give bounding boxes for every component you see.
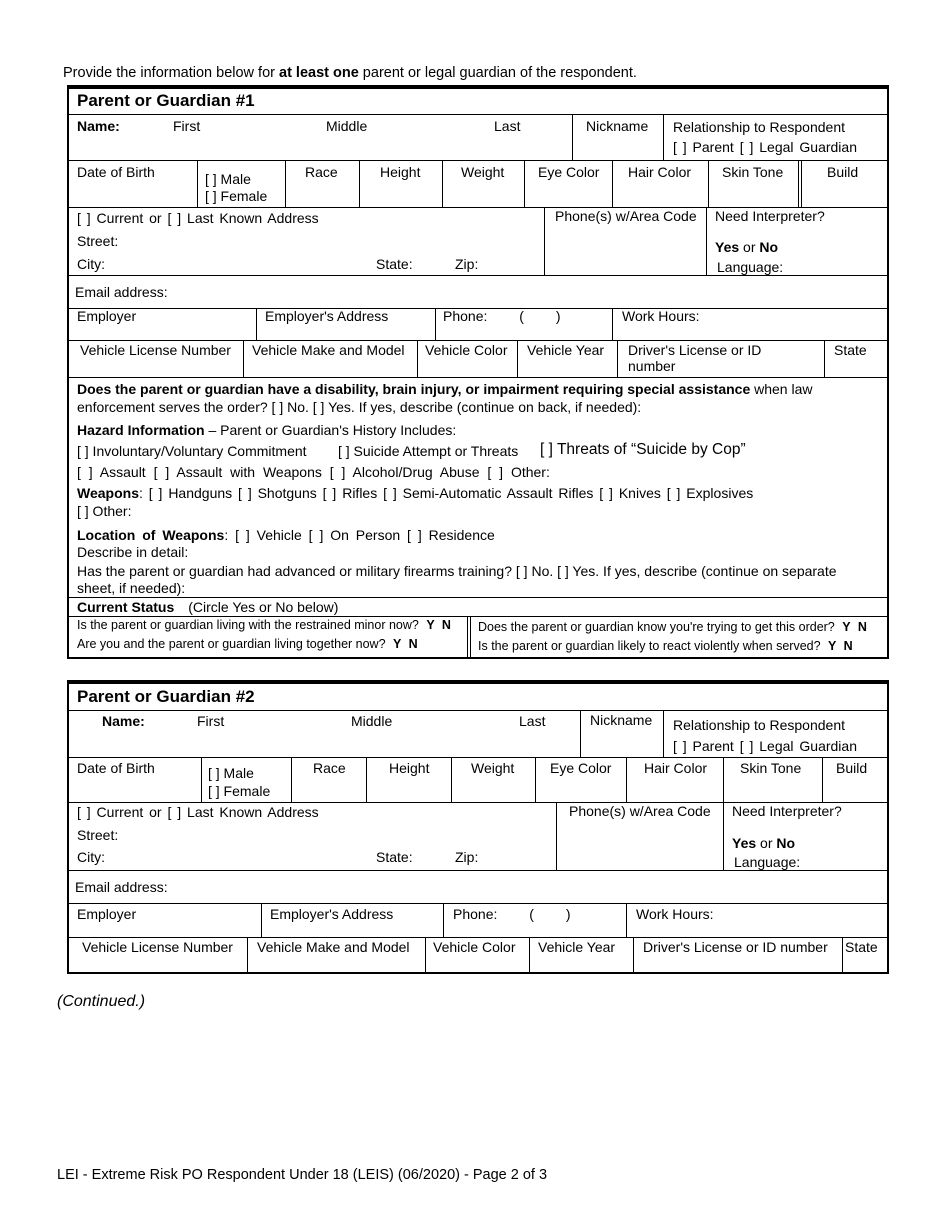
dob-field[interactable]: Date of Birth xyxy=(77,164,155,180)
current-status-heading: Current Status (Circle Yes or No below) xyxy=(77,599,339,615)
status-question-2[interactable]: Are you and the parent or guardian living together now? Y N xyxy=(77,637,418,651)
assault-options[interactable]: [ ] Assault [ ] Assault with Weapons [ ] Alcohol/Drug Abuse [ ] Other: xyxy=(77,464,550,480)
relationship-label: Relationship to Respondent xyxy=(673,119,846,135)
build-field[interactable]: Build xyxy=(827,164,859,180)
work-hours-field[interactable]: Work Hours: xyxy=(622,308,700,324)
status-question-3[interactable]: Does the parent or guardian know you're trying to get this order? Y N xyxy=(478,620,867,634)
page-footer: LEI - Extreme Risk PO Respondent Under 18 (LEIS) (06/2020) - Page 2 of 3 xyxy=(57,1167,548,1183)
vehicle-license-field[interactable]: Vehicle License Number xyxy=(80,342,231,358)
address-type-options[interactable]: [ ] Current or [ ] Last Known Address xyxy=(77,210,319,226)
relationship-options[interactable]: [ ] Parent [ ] Legal Guardian xyxy=(673,139,857,155)
street-field[interactable]: Street: xyxy=(77,233,119,249)
interpreter-yes-no[interactable]: Yes or No xyxy=(732,835,796,851)
race-field[interactable]: Race xyxy=(305,164,338,180)
eye-color-field[interactable]: Eye Color xyxy=(538,164,600,180)
commitment-checkbox[interactable]: [ ] Involuntary/Voluntary Commitment xyxy=(77,443,307,459)
interpreter-label: Need Interpreter? xyxy=(732,803,842,819)
eye-color-field[interactable]: Eye Color xyxy=(550,760,612,776)
vehicle-color-field[interactable]: Vehicle Color xyxy=(433,939,516,955)
interpreter-label: Need Interpreter? xyxy=(715,208,825,224)
employer-field[interactable]: Employer xyxy=(77,906,137,922)
last-name-field[interactable]: Last xyxy=(519,713,546,729)
dl-state-field[interactable]: State xyxy=(845,939,878,955)
suicide-by-cop-checkbox[interactable]: [ ] Threats of “Suicide by Cop” xyxy=(540,441,746,458)
weight-field[interactable]: Weight xyxy=(471,760,515,776)
middle-name-field[interactable]: Middle xyxy=(326,118,368,134)
nickname-field[interactable]: Nickname xyxy=(586,118,649,134)
vehicle-make-model-field[interactable]: Vehicle Make and Model xyxy=(252,342,405,358)
drivers-license-field[interactable]: Driver's License or ID number xyxy=(643,939,828,955)
first-name-field[interactable]: First xyxy=(173,118,201,134)
city-field[interactable]: City: xyxy=(77,256,105,272)
employer-phone-field[interactable]: Phone: ( ) xyxy=(453,906,571,922)
email-field[interactable]: Email address: xyxy=(75,284,168,300)
status-question-4[interactable]: Is the parent or guardian likely to react violently when served? Y N xyxy=(478,639,853,653)
relationship-options[interactable]: [ ] Parent [ ] Legal Guardian xyxy=(673,738,857,754)
nickname-field[interactable]: Nickname xyxy=(590,712,653,728)
suicide-attempt-checkbox[interactable]: [ ] Suicide Attempt or Threats xyxy=(338,443,519,459)
name-label: Name: xyxy=(77,118,120,134)
last-name-field[interactable]: Last xyxy=(494,118,521,134)
describe-detail-field[interactable]: Describe in detail: xyxy=(77,544,189,560)
employer-address-field[interactable]: Employer's Address xyxy=(270,906,394,922)
race-field[interactable]: Race xyxy=(313,760,346,776)
intro-text: Provide the information below for at least one parent or legal guardian of the respondent. xyxy=(63,65,637,81)
female-checkbox[interactable]: [ ] Female xyxy=(208,783,271,799)
male-checkbox[interactable]: [ ] Male xyxy=(208,765,254,781)
language-field[interactable]: Language: xyxy=(734,854,801,870)
interpreter-yes-no[interactable]: Yes or No xyxy=(715,239,779,255)
email-field[interactable]: Email address: xyxy=(75,879,168,895)
vehicle-year-field[interactable]: Vehicle Year xyxy=(527,342,605,358)
city-field[interactable]: City: xyxy=(77,849,105,865)
relationship-label: Relationship to Respondent xyxy=(673,717,846,733)
zip-field[interactable]: Zip: xyxy=(455,849,479,865)
vehicle-color-field[interactable]: Vehicle Color xyxy=(425,342,508,358)
height-field[interactable]: Height xyxy=(389,760,430,776)
middle-name-field[interactable]: Middle xyxy=(351,713,393,729)
weapons-location-options[interactable]: Location of Weapons: [ ] Vehicle [ ] On Person [ ] Residence xyxy=(77,527,495,543)
weight-field[interactable]: Weight xyxy=(461,164,505,180)
vehicle-license-field[interactable]: Vehicle License Number xyxy=(82,939,233,955)
street-field[interactable]: Street: xyxy=(77,827,119,843)
work-hours-field[interactable]: Work Hours: xyxy=(636,906,714,922)
state-field[interactable]: State: xyxy=(376,256,413,272)
vehicle-year-field[interactable]: Vehicle Year xyxy=(538,939,616,955)
status-question-1[interactable]: Is the parent or guardian living with the restrained minor now? Y N xyxy=(77,618,451,632)
employer-phone-field[interactable]: Phone: ( ) xyxy=(443,308,561,324)
dl-state-field[interactable]: State xyxy=(834,342,867,358)
male-checkbox[interactable]: [ ] Male xyxy=(205,171,251,187)
hazard-heading: Hazard Information – Parent or Guardian's History Includes: xyxy=(77,422,457,438)
dob-field[interactable]: Date of Birth xyxy=(77,760,155,776)
weapons-options[interactable]: Weapons: [ ] Handguns [ ] Shotguns [ ] Rifles [ ] Semi-Automatic Assault Rifles [ ] Knives [ ] Explosives xyxy=(77,485,754,501)
zip-field[interactable]: Zip: xyxy=(455,256,479,272)
employer-field[interactable]: Employer xyxy=(77,308,137,324)
language-field[interactable]: Language: xyxy=(717,259,784,275)
firearms-training-question[interactable]: Has the parent or guardian had advanced or military firearms training? [ ] No. [ ] Yes. If yes, describe (continue on separate sheet, if needed): xyxy=(77,563,837,596)
hair-color-field[interactable]: Hair Color xyxy=(628,164,692,180)
height-field[interactable]: Height xyxy=(380,164,421,180)
hair-color-field[interactable]: Hair Color xyxy=(644,760,708,776)
phones-field[interactable]: Phone(s) w/Area Code xyxy=(555,208,697,224)
build-field[interactable]: Build xyxy=(836,760,868,776)
skin-tone-field[interactable]: Skin Tone xyxy=(740,760,802,776)
vehicle-make-model-field[interactable]: Vehicle Make and Model xyxy=(257,939,410,955)
female-checkbox[interactable]: [ ] Female xyxy=(205,188,268,204)
phones-field[interactable]: Phone(s) w/Area Code xyxy=(569,803,711,819)
address-type-options[interactable]: [ ] Current or [ ] Last Known Address xyxy=(77,804,319,820)
disability-question[interactable]: Does the parent or guardian have a disability, brain injury, or impairment requiring special assistance when law enforcement serves the order? [ ] No. [ ] Yes. If yes, describe (continue on back, if needed): xyxy=(77,381,813,415)
drivers-license-field[interactable]: Driver's License or ID number xyxy=(628,342,762,374)
employer-address-field[interactable]: Employer's Address xyxy=(265,308,389,324)
skin-tone-field[interactable]: Skin Tone xyxy=(722,164,784,180)
name-label: Name: xyxy=(102,713,145,729)
state-field[interactable]: State: xyxy=(376,849,413,865)
guardian-2-title: Parent or Guardian #2 xyxy=(77,687,255,706)
continued-note: (Continued.) xyxy=(57,993,146,1010)
first-name-field[interactable]: First xyxy=(197,713,225,729)
weapons-other-checkbox[interactable]: [ ] Other: xyxy=(77,503,132,519)
guardian-1-title: Parent or Guardian #1 xyxy=(77,91,255,110)
